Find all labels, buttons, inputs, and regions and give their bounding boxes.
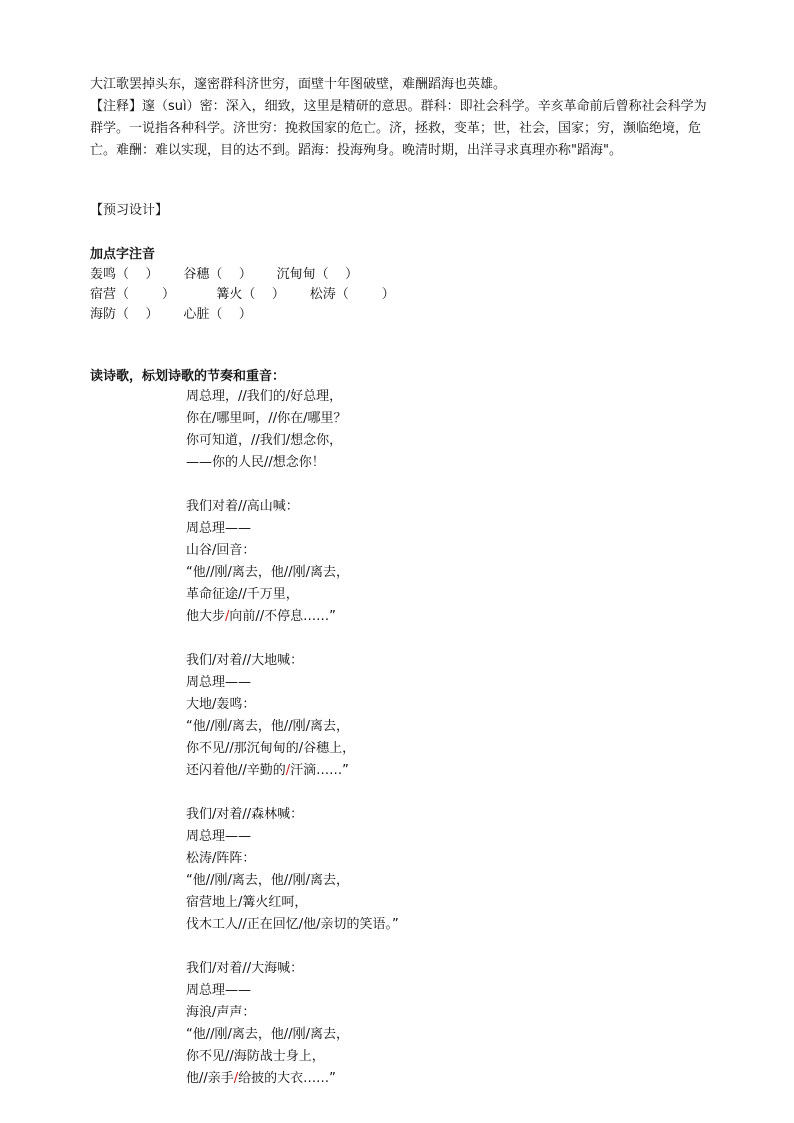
poem-line: 革命征途//千万里， — [186, 587, 299, 602]
poem-line: 宿营地上/篝火红呵， — [186, 895, 308, 910]
red-pause-mark: / — [285, 763, 291, 778]
poem-line — [186, 1068, 399, 1090]
poem-line: “他//刚/离去，他//刚/离去， — [186, 1027, 350, 1042]
poem-text: 他大步 — [186, 609, 226, 624]
poem-line: 你在/哪里呵，//你在/哪里？ — [186, 411, 347, 426]
poem-line: “他//刚/离去，他//刚/离去， — [186, 719, 350, 734]
poem-line: 周总理—— — [186, 983, 252, 998]
stanza-2 — [186, 496, 399, 628]
poem-line: 松涛/阵阵： — [186, 851, 256, 866]
poem-quote: 大江歌罢掉头东，邃密群科济世穷，面壁十年图破壁，难酬蹈海也英雄。 — [90, 77, 507, 92]
poem-text: 汗滴……” — [290, 763, 349, 778]
stanza-1 — [186, 386, 399, 474]
pinyin-row-2: 宿营（ ） 篝火（ ） 松涛（ ） — [90, 287, 395, 302]
poem — [186, 386, 399, 1112]
pinyin-row-3: 海防（ ） 心脏（ ） — [90, 307, 252, 322]
poem-line: 周总理—— — [186, 521, 252, 536]
poem-line — [186, 606, 399, 628]
poem-line: 我们对着//高山喊： — [186, 499, 299, 514]
red-pause-mark: / — [225, 609, 230, 624]
poem-line: “他//刚/离去，他//刚/离去， — [186, 565, 350, 580]
poem-text: 还闪着他//辛勤的 — [186, 763, 286, 778]
poem-line: 山谷/回音： — [186, 543, 256, 558]
poem-line: 大地/轰鸣： — [186, 697, 256, 712]
poem-line: 周总理—— — [186, 829, 252, 844]
intro-block — [90, 74, 710, 162]
poem-line: 我们/对着//大海喊： — [186, 961, 304, 976]
poem-text: 他//亲手 — [186, 1071, 234, 1086]
poem-line: 周总理，//我们的/好总理， — [186, 389, 343, 404]
poem-line: 周总理—— — [186, 675, 252, 690]
poem-text: 给披的大衣……” — [238, 1071, 336, 1086]
poem-line: 海浪/声声： — [186, 1005, 256, 1020]
poem-line: 我们/对着//森林喊： — [186, 807, 304, 822]
stanza-5 — [186, 958, 399, 1090]
pinyin-row-1: 轰鸣（ ） 谷穗（ ） 沉甸甸（ ） — [90, 267, 359, 282]
poem-line: 伐木工人//正在回忆/他/亲切的笑语。” — [186, 917, 399, 932]
red-pause-mark: / — [233, 1071, 239, 1086]
stanza-4 — [186, 804, 399, 936]
poem-line — [186, 760, 399, 782]
annotation-note: 【注释】邃（suì）密：深入，细致，这里是精研的意思。群科：即社会科学。辛亥革命前后曾称社会科学为群学。一说指各种科学。济世穷：挽救国家的危亡。济，拯救，变革；世，社会，国家；穷，濒临绝境，危亡。难酬：难以实现，目的达不到。蹈海：投海殉身。晚清时期，出洋寻求真理亦称"蹈海"。 — [90, 99, 707, 158]
preview-design-title: 【预习设计】 — [90, 203, 169, 218]
poem-line: 我们/对着//大地喊： — [186, 653, 304, 668]
poem-line: ——你的人民//想念你！ — [186, 455, 325, 470]
stanza-3 — [186, 650, 399, 782]
pinyin-title: 加点字注音 — [90, 247, 156, 262]
reading-instruction: 读诗歌，标划诗歌的节奏和重音： — [90, 369, 286, 384]
poem-text: 向前//不停息……” — [229, 609, 336, 624]
poem-line: 你不见//海防战士身上， — [186, 1049, 325, 1064]
poem-line: 你可知道，//我们/想念你， — [186, 433, 343, 448]
poem-line: “他//刚/离去，他//刚/离去， — [186, 873, 350, 888]
poem-line: 你不见//那沉甸甸的/谷穗上， — [186, 741, 356, 756]
